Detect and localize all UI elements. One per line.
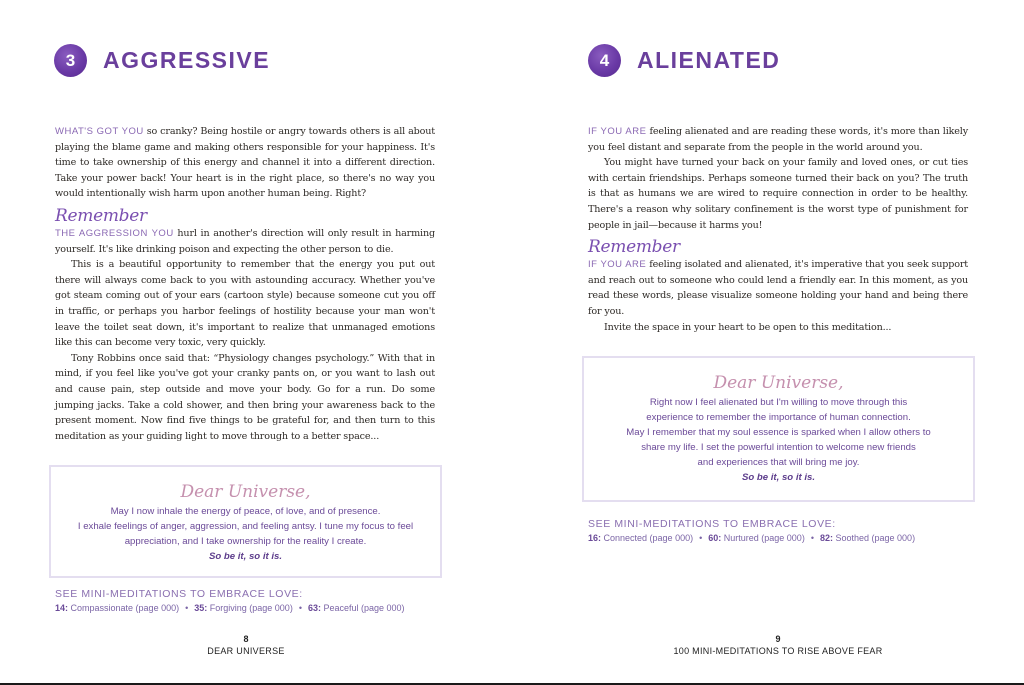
intro-section [588,124,968,335]
prayer-line: appreciation, and I take ownership for the reality I create. [124,536,367,547]
remember-heading: Remember [55,205,147,226]
lead-in: WHAT'S GOT YOU [55,126,144,137]
body-paragraph: Invite the space in your heart to be open to this meditation... [604,321,892,333]
prayer-line: May I now inhale the energy of peace, of love, and of presence. [110,506,381,517]
body-paragraph: This is a beautiful opportunity to remember that the energy you put out there will always come back to you with astounding accuracy. Whether you've got steam coming out of your ears (cartoon style) because someone cut you off in traffic, or perhaps you harbor feelings of hostility because your man won't leave the toilet seat down, it's important to realize that unmanaged emotions like this can become very toxic, very quickly. [55,259,435,349]
prayer-line: I exhale feelings of anger, aggression, and feeling antsy. I tune my focus to feel [77,521,414,532]
prayer-line: Right now I feel alienated but I'm willing to move through this [649,397,908,408]
bullet-separator: • [185,603,189,613]
see-more-links [55,602,405,615]
cross-reference-link[interactable]: 63: Peaceful (page 000) [307,603,405,613]
prayer-line: share my life. I set the powerful intention to welcome new friends [641,442,916,453]
prayer-salutation: Dear Universe, [180,482,311,502]
page-footer [522,634,1024,657]
cross-reference-link[interactable]: 82: Soothed (page 000) [819,533,916,543]
prayer-closing: So be it, so it is. [741,472,816,483]
page-number: 9 [775,634,781,644]
remember-heading: Remember [588,237,680,258]
entry-number-badge: 4 [588,44,621,77]
remember-paragraph: THE AGGRESSION YOU hurl in another's direction will only result in harming yourself. It's like drinking poison and expecting the other person to die. [55,227,435,255]
cross-reference-link[interactable]: 60: Nurtured (page 000) [708,533,805,543]
running-head: 100 MINI-MEDITATIONS TO RISE ABOVE FEAR [673,646,883,656]
entry-heading [588,44,780,77]
left-page [0,0,512,683]
bullet-separator: • [699,533,703,543]
entry-heading [54,44,270,77]
page-footer [0,634,502,657]
see-more-title: SEE MINI-MEDITATIONS TO EMBRACE LOVE: [55,588,303,600]
entry-title: ALIENATED [637,47,781,73]
intro-section [55,124,435,444]
prayer-salutation: Dear Universe, [713,373,844,393]
prayer-line: May I remember that my soul essence is sparked when I allow others to [626,427,931,438]
dear-universe-box [582,356,975,502]
lead-in: IF YOU ARE [588,126,647,137]
page-number: 8 [243,634,249,644]
intro-paragraph: IF YOU ARE feeling alienated and are reading these words, it's more than likely you feel distant and separate from the people in the world around you. [588,126,968,153]
entry-title: AGGRESSIVE [103,47,271,73]
prayer-line: experience to remember the importance of human connection. [646,412,911,423]
cross-reference-link[interactable]: 35: Forgiving (page 000) [194,603,293,613]
remember-paragraph: IF YOU ARE feeling isolated and alienated, it's imperative that you seek support and reach out to someone who could lend a friendly ear. In this moment, as you read these words, please visualize someone holding your hand and being there for you. [588,259,968,317]
see-more-title: SEE MINI-MEDITATIONS TO EMBRACE LOVE: [588,518,836,530]
running-head: DEAR UNIVERSE [207,646,285,656]
intro-paragraph: WHAT'S GOT YOU so cranky? Being hostile or angry towards others is all about playing the blame game and making others responsible for your happiness. It's time to take ownership of this energy and channel it into a different direction. Take your power back! Your heart is in the right place, so there's no way you would intentionally wish harm upon another human being. Right? [55,126,435,200]
bullet-separator: • [298,603,302,613]
lead-in: IF YOU ARE [588,259,647,271]
right-page [512,0,1024,683]
body-paragraph: You might have turned your back on your family and loved ones, or cut ties with certain friendships. Perhaps someone turned their back on you? The truth is that as humans we are wired to require connection in order to be healthy. There's a reason why solitary confinement is the worst type of punishment for people in jail—because it harms you! [588,157,968,231]
cross-reference-link[interactable]: 14: Compassionate (page 000) [55,603,180,613]
see-more-section [55,588,405,615]
bullet-separator: • [810,533,814,543]
lead-in: THE AGGRESSION YOU [55,227,174,239]
prayer-closing: So be it, so it is. [208,551,283,562]
body-paragraph: Tony Robbins once said that: “Physiology changes psychology.” With that in mind, if you feel like you've got your cranky pants on, or you want to lash out and cause pain, step outside and move your body. Go for a run. Do some jumping jacks. Take a cold shower, and then bring your awareness back to the present moment. Now find five things to be grateful for, and then turn to this meditation as your guiding light to move through to a better space... [55,352,435,442]
cross-reference-link[interactable]: 16: Connected (page 000) [588,533,694,543]
entry-number-badge: 3 [54,44,87,77]
see-more-section [588,518,915,545]
dear-universe-box [49,465,442,578]
prayer-line: and experiences that will bring me joy. [697,457,860,468]
see-more-links [588,532,915,545]
